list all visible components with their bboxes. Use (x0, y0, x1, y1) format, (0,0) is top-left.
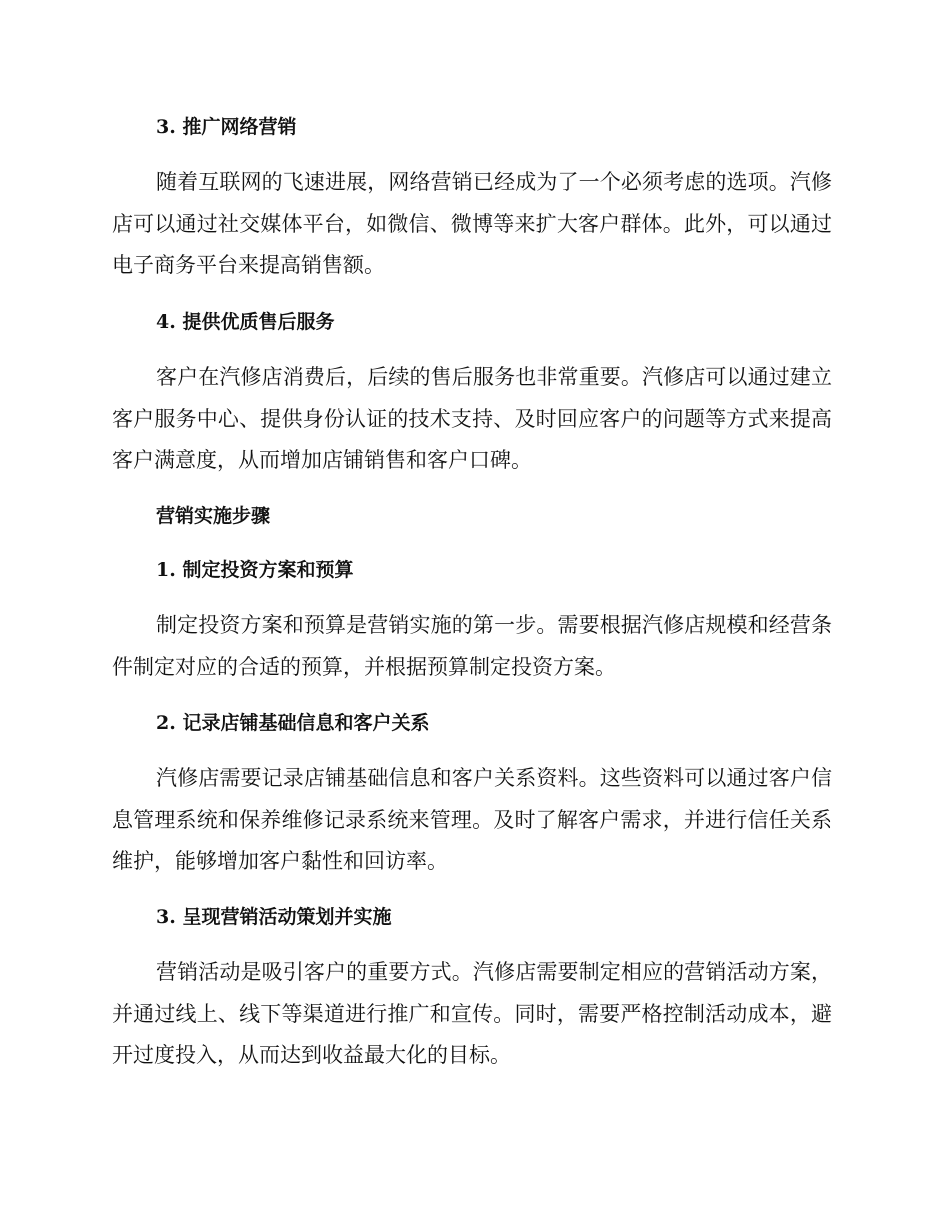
section-paragraph-records: 汽修店需要记录店铺基础信息和客户关系资料。这些资料可以通过客户信息管理系统和保养维修记录系统来管理。及时了解客户需求，并进行信任关系维护，能够增加客户黏性和回访率。 (112, 766, 832, 873)
section-heading-implementation-steps: 营销实施步骤 (156, 505, 271, 527)
section-paragraph-campaign: 营销活动是吸引客户的重要方式。汽修店需要制定相应的营销活动方案，并通过线上、线下等渠道进行推广和宣传。同时，需要严格控制活动成本，避开过度投入，从而达到收益最大化的目标。 (112, 960, 832, 1067)
section-heading-after-sales: 4. 提供优质售后服务 (156, 311, 335, 333)
section-heading-records: 2. 记录店铺基础信息和客户关系 (156, 712, 430, 734)
section-paragraph-after-sales: 客户在汽修店消费后，后续的售后服务也非常重要。汽修店可以通过建立客户服务中心、提供身份认证的技术支持、及时回应客户的问题等方式来提高客户满意度，从而增加店铺销售和客户口碑。 (112, 365, 832, 472)
section-paragraph-budget: 制定投资方案和预算是营销实施的第一步。需要根据汽修店规模和经营条件制定对应的合适的预算，并根据预算制定投资方案。 (112, 613, 832, 679)
section-heading-budget: 1. 制定投资方案和预算 (156, 559, 354, 581)
section-paragraph-online-marketing: 随着互联网的飞速进展，网络营销已经成为了一个必须考虑的选项。汽修店可以通过社交媒体平台，如微信、微博等来扩大客户群体。此外，可以通过电子商务平台来提高销售额。 (112, 170, 832, 277)
section-heading-campaign: 3. 呈现营销活动策划并实施 (156, 906, 392, 928)
section-heading-online-marketing: 3. 推广网络营销 (156, 116, 297, 138)
